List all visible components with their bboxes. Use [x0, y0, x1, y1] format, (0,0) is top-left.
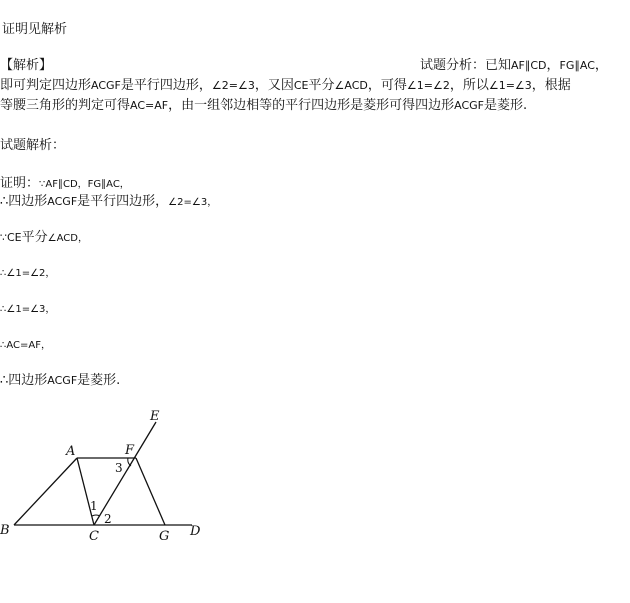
given-end: ，	[594, 58, 608, 73]
angle-label-1: 1	[90, 499, 98, 513]
proof-step: ∠ACD，	[47, 233, 88, 244]
answer-text: 证明见解析	[2, 22, 68, 37]
text-fragment: ，由一组邻边相等的平行四边形是菱形可得四边形	[168, 98, 455, 113]
proof-line-3	[0, 230, 88, 247]
label-b: B	[0, 523, 10, 538]
label-g: G	[159, 529, 170, 544]
angle-label-3: 3	[115, 461, 123, 475]
proof-line-2	[0, 194, 217, 211]
text-fragment: ，所以	[449, 78, 489, 93]
segment-ce: CE	[7, 231, 22, 244]
proof-line-4: ∴∠1=∠2，	[0, 268, 56, 279]
analysis-label: 试题分析：已知	[420, 58, 512, 73]
label-d: D	[190, 524, 201, 539]
text-fragment: ∴四边形	[0, 194, 48, 209]
angle-arc-12	[92, 515, 100, 516]
angle-13: ∠1=∠3	[488, 79, 532, 92]
analysis-line-1	[420, 58, 608, 74]
analysis-line-2	[0, 78, 571, 94]
text-fragment: ，又因	[254, 78, 294, 93]
proof-step: ∠2=∠3，	[168, 197, 218, 208]
given-sep: ，	[546, 58, 560, 73]
given-fg-ac: FG∥AC	[559, 59, 595, 72]
text-fragment: ，根据	[531, 78, 571, 93]
angle-12: ∠1=∠2	[406, 79, 450, 92]
text-fragment: 是平行四边形，	[77, 194, 169, 209]
text-fragment: 是平行四边形，	[120, 78, 212, 93]
quad-name: ACGF	[454, 99, 484, 112]
segment-fg	[136, 458, 165, 525]
label-c: C	[89, 529, 99, 544]
proof-line-5: ∴∠1=∠3，	[0, 304, 56, 315]
ac-eq-af: AC=AF	[130, 99, 169, 112]
given-af-cd: AF∥CD	[511, 59, 547, 72]
analysis-heading: 【解析】	[0, 58, 53, 73]
text-fragment: 是菱形.	[484, 98, 528, 113]
text-fragment: 平分	[308, 78, 335, 93]
text-fragment: ，可得	[367, 78, 407, 93]
segment-ce	[94, 422, 156, 525]
text-fragment: 即可判定四边形	[0, 78, 92, 93]
label-f: F	[125, 443, 135, 458]
quad-name: ACGF	[47, 374, 78, 387]
text-fragment: ∴四边形	[0, 373, 48, 388]
geometry-figure	[0, 400, 260, 550]
angle-eq: ∠2=∠3	[211, 79, 255, 92]
quad-name: ACGF	[91, 79, 121, 92]
label-e: E	[150, 409, 160, 424]
proof-line-7	[0, 373, 120, 389]
text-fragment: ∵	[0, 231, 7, 244]
text-fragment: 平分	[21, 230, 48, 245]
proof-line-6: ∴AC=AF，	[0, 340, 51, 351]
label-a: A	[66, 444, 76, 459]
proof-line-1	[0, 176, 130, 193]
analysis-line-3	[0, 98, 527, 114]
proof-label: 证明：	[0, 176, 40, 191]
angle-label-2: 2	[104, 512, 112, 526]
segment-ac	[77, 458, 94, 525]
segment-ba	[14, 458, 77, 525]
segment-ce: CE	[293, 79, 309, 92]
angle-acd: ∠ACD	[334, 79, 368, 92]
proof-step: ∵AF∥CD，FG∥AC，	[39, 179, 130, 190]
text-fragment: 是菱形.	[77, 373, 121, 388]
quad-name: ACGF	[47, 195, 78, 208]
text-fragment: 等腰三角形的判定可得	[0, 98, 131, 113]
solution-heading: 试题解析：	[0, 138, 66, 153]
